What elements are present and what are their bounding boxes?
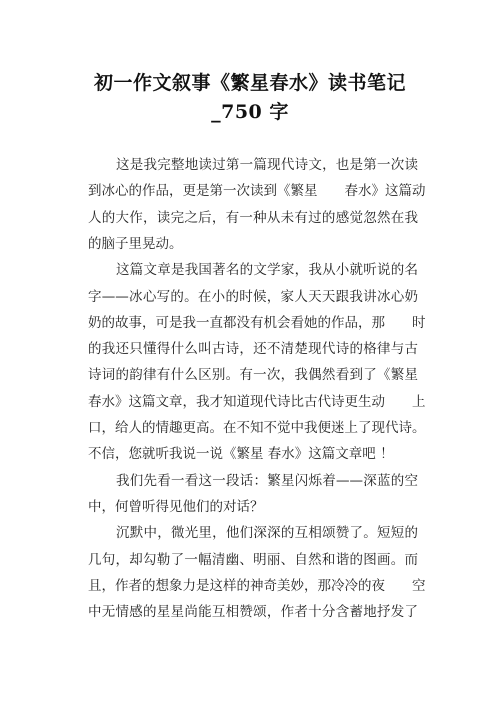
body-line: 到冰心的作品，更是第一次读到《繁星 春水》这篇动 xyxy=(88,183,426,200)
body-line: 口，给人的情趣更高。在不知不觉中我便迷上了现代诗。 xyxy=(88,420,426,436)
document-title-line-2: _750 字 xyxy=(211,101,289,123)
body-line: 这是我完整地读过第一篇现代诗文，也是第一次读 xyxy=(116,157,418,173)
body-line: 不信，您就听我说一说《繁星 春水》这篇文章吧 ！ xyxy=(88,446,394,463)
body-line: 字——冰心写的。在小的时候，家人天天跟我讲冰心奶 xyxy=(88,288,418,305)
body-line: 中无情感的星星尚能互相赞颂，作者十分含蓄地抒发了 xyxy=(88,604,418,621)
body-line: 人的大作，读完之后，有一种从未有过的感觉忽然在我 xyxy=(88,209,418,226)
body-line: 的脑子里晃动。 xyxy=(88,235,183,252)
body-line: 诗词的韵律有什么区别。有一次，我偶然看到了《繁星 xyxy=(88,367,418,384)
body-line: 的我还只懂得什么叫古诗，还不清楚现代诗的格律与古 xyxy=(88,341,418,358)
document-title-line-1: 初一作文叙事《繁星春水》读书笔记 xyxy=(93,72,406,94)
body-line: 春水》这篇文章，我才知道现代诗比古代诗更生动 上 xyxy=(88,393,426,410)
body-line: 且，作者的想象力是这样的神奇美妙，那冷冷的夜 空 xyxy=(88,577,426,594)
body-line: 这篇文章是我国著名的文学家，我从小就听说的名 xyxy=(116,262,418,279)
body-line: 沉默中，微光里，他们深深的互相颂赞了。短短的 xyxy=(116,525,418,542)
body-line: 几句，却勾勒了一幅清幽、明丽、自然和谐的图画。而 xyxy=(88,551,418,568)
body-line: 奶的故事，可是我一直都没有机会看她的作品，那 时 xyxy=(88,314,426,331)
body-line: 中，何曾听得见他们的对话？ xyxy=(88,498,264,515)
body-line: 我们先看一看这一段话：繁星闪烁着——深蓝的空 xyxy=(116,472,418,489)
